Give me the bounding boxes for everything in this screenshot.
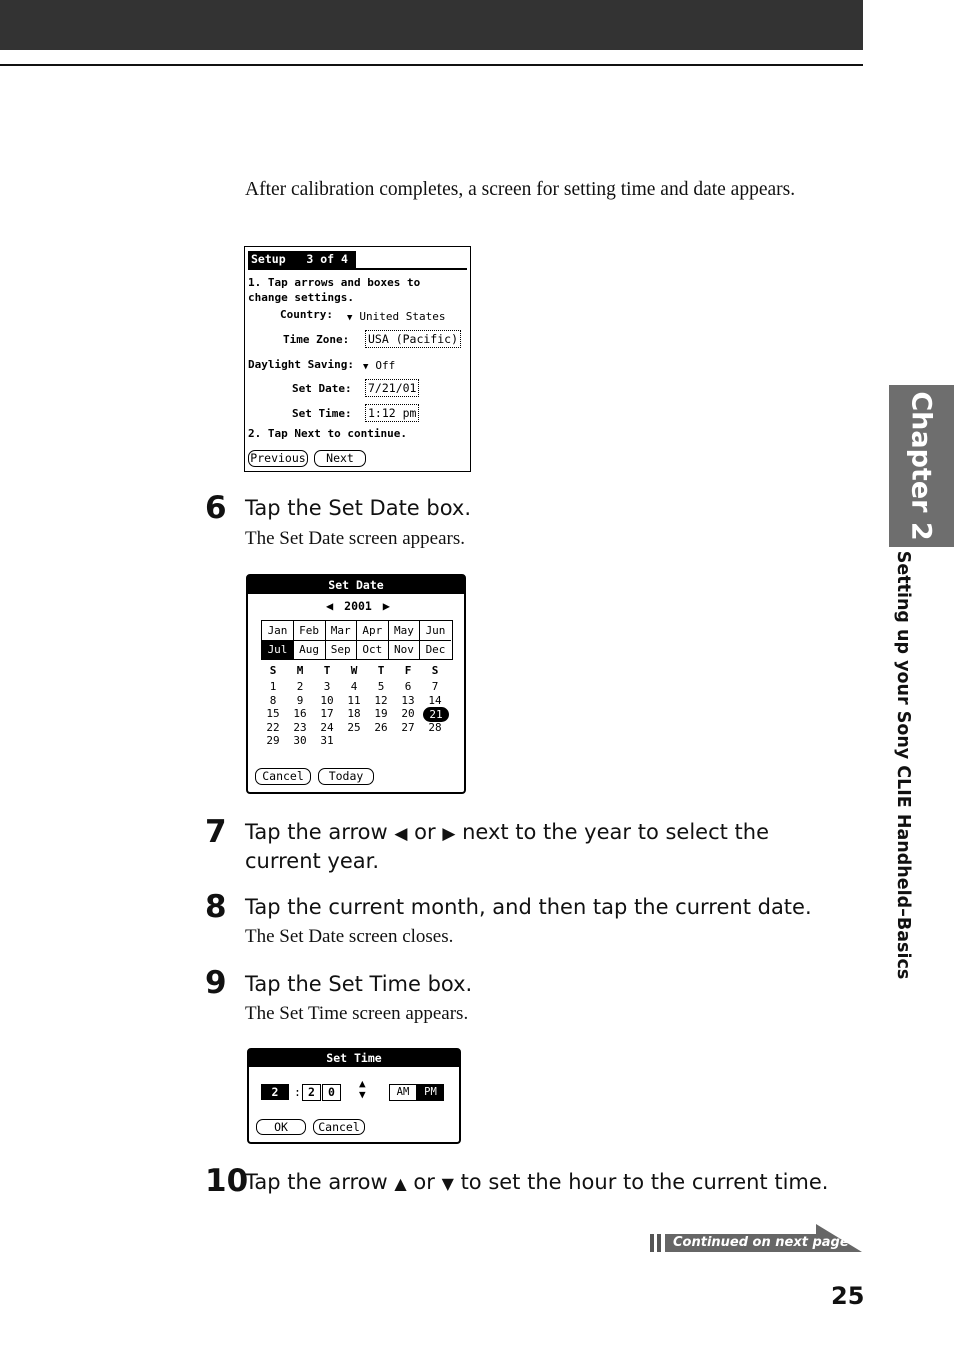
weekday-label: T <box>323 664 331 677</box>
step-text: Tap the current month, and then tap the current date. <box>245 895 812 919</box>
day-cell[interactable]: 27 <box>401 720 415 734</box>
day-cell[interactable]: 11 <box>347 693 361 707</box>
today-button[interactable]: Today <box>318 768 374 785</box>
year-selector <box>318 599 398 613</box>
day-cell[interactable]: 18 <box>347 707 361 721</box>
weekday-label: M <box>296 664 304 677</box>
cancel-button[interactable]: Cancel <box>255 768 311 785</box>
arrow-up-icon: ▲ <box>394 1174 407 1193</box>
dropdown-triangle-icon: ▼ <box>363 362 369 372</box>
dst-label: Daylight Saving: <box>248 358 354 371</box>
day-cell[interactable]: 21 <box>423 707 449 722</box>
month-cell[interactable]: Feb <box>294 621 326 641</box>
minute-ones-field[interactable]: 0 <box>322 1084 341 1101</box>
day-cell[interactable]: 7 <box>431 680 439 693</box>
settime-title: Set Time <box>249 1050 459 1067</box>
step-text-part: to set the hour to the current time. <box>460 1170 829 1194</box>
continued-label: Continued on next page <box>673 1235 849 1250</box>
month-cell[interactable]: Mar <box>325 621 357 641</box>
am-button[interactable]: AM <box>389 1084 417 1101</box>
previous-button[interactable]: Previous <box>248 450 308 467</box>
step-text-part: next to the year to select the <box>462 820 770 844</box>
header-rule <box>0 64 863 66</box>
pm-button[interactable]: PM <box>417 1084 444 1101</box>
year-value: 2001 <box>344 599 372 613</box>
arrow-left-icon[interactable]: ◀ <box>325 599 334 613</box>
settime-box[interactable]: 1:12 pm <box>365 404 419 422</box>
next-button[interactable]: Next <box>314 450 366 467</box>
day-cell[interactable]: 9 <box>296 693 304 707</box>
step-number: 9 <box>205 965 227 1001</box>
timezone-box[interactable]: USA (Pacific) <box>365 330 461 348</box>
day-grid <box>264 680 454 750</box>
step-number: 7 <box>205 814 227 850</box>
intro-paragraph: After calibration completes, a screen for setting time and date appears. <box>245 179 796 200</box>
weekday-label: W <box>350 664 358 677</box>
page-number: 25 <box>831 1282 865 1310</box>
setup-title: Setup 3 of 4 <box>248 251 356 268</box>
step-text-part: Tap the arrow <box>245 1170 388 1194</box>
step-subtext: The Set Time screen appears. <box>245 1003 469 1024</box>
month-cell[interactable]: Apr <box>357 621 389 641</box>
month-cell[interactable]: Dec <box>425 643 446 656</box>
month-cell[interactable]: Aug <box>294 640 326 659</box>
day-cell[interactable]: 29 <box>266 734 280 748</box>
weekday-label: F <box>404 664 412 677</box>
month-cell[interactable]: Nov <box>388 640 420 659</box>
step-text-part: or <box>414 820 436 844</box>
day-cell[interactable]: 26 <box>374 720 388 734</box>
dst-value: Off <box>375 359 396 372</box>
weekday-label: T <box>377 664 385 677</box>
day-cell[interactable]: 8 <box>269 693 277 707</box>
month-cell[interactable]: Sep <box>325 640 357 659</box>
country-picker[interactable] <box>347 309 445 323</box>
day-cell[interactable]: 15 <box>266 707 280 721</box>
dst-picker[interactable] <box>363 358 395 372</box>
day-cell[interactable]: 10 <box>320 693 334 707</box>
title-rule <box>248 268 467 270</box>
step-subtext: The Set Date screen appears. <box>245 528 465 549</box>
setup-screenshot <box>244 246 471 472</box>
cancel-button[interactable]: Cancel <box>313 1119 365 1135</box>
day-cell[interactable]: 14 <box>428 693 442 707</box>
setdate-screenshot <box>246 574 466 794</box>
arrow-left-icon: ◀ <box>394 824 408 844</box>
month-cell[interactable]: Jan <box>262 621 294 641</box>
day-cell[interactable]: 23 <box>293 720 307 734</box>
ok-button[interactable]: OK <box>256 1119 306 1135</box>
day-cell[interactable]: 4 <box>350 680 358 693</box>
day-cell[interactable]: 1 <box>269 680 277 693</box>
settime-screenshot <box>247 1048 461 1144</box>
weekday-label: S <box>269 664 277 677</box>
time-colon: : <box>294 1085 301 1099</box>
step-number: 6 <box>205 490 227 526</box>
arrow-down-icon[interactable]: ▼ <box>359 1088 366 1101</box>
step-text <box>245 1169 828 1197</box>
day-cell[interactable]: 6 <box>404 680 412 693</box>
day-cell[interactable]: 31 <box>320 734 334 748</box>
time-stepper[interactable] <box>359 1078 366 1100</box>
day-cell[interactable]: 24 <box>320 720 334 734</box>
step-text <box>245 819 835 875</box>
setdate-box[interactable]: 7/21/01 <box>365 379 419 397</box>
day-cell[interactable]: 16 <box>293 707 307 721</box>
arrow-up-icon[interactable]: ▲ <box>359 1077 366 1090</box>
setdate-title: Set Date <box>248 576 464 594</box>
weekday-label: S <box>431 664 439 677</box>
setup-instruction-1: 1. Tap arrows and boxes to change settings. <box>248 276 421 304</box>
day-cell[interactable]: 12 <box>374 693 388 707</box>
step-text-part: current year. <box>245 849 380 873</box>
day-cell[interactable]: 3 <box>323 680 331 693</box>
step-text-part: Tap the arrow <box>245 820 388 844</box>
day-cell[interactable]: 17 <box>320 707 334 721</box>
arrow-right-icon[interactable]: ▶ <box>382 599 391 613</box>
header-bar <box>0 0 863 50</box>
arrow-down-icon: ▼ <box>441 1174 454 1193</box>
country-value: United States <box>359 310 446 323</box>
minute-tens-field[interactable]: 2 <box>302 1084 321 1101</box>
month-cell[interactable]: Jun <box>420 621 451 641</box>
dropdown-triangle-icon: ▼ <box>347 313 353 323</box>
arrow-right-icon: ▶ <box>442 824 456 844</box>
step-number: 10 <box>205 1163 249 1199</box>
weekday-row <box>264 664 454 678</box>
section-title: Setting up your Sony CLIE Handheld–Basics <box>893 550 913 980</box>
country-label: Country: <box>280 308 333 321</box>
step-number: 8 <box>205 889 227 925</box>
month-cell[interactable]: May <box>388 621 420 641</box>
day-cell[interactable]: 25 <box>347 720 361 734</box>
day-cell[interactable]: 19 <box>374 707 388 721</box>
day-cell[interactable]: 2 <box>296 680 304 693</box>
setdate-label: Set Date: <box>292 382 352 395</box>
step-text-part: or <box>413 1170 435 1194</box>
day-cell[interactable]: 28 <box>428 720 442 734</box>
chapter-tab-label: Chapter 2 <box>905 391 937 541</box>
day-cell[interactable]: 13 <box>401 693 415 707</box>
hour-field[interactable]: 2 <box>261 1084 289 1100</box>
timezone-label: Time Zone: <box>283 333 350 346</box>
month-grid <box>261 620 453 660</box>
step-text: Tap the Set Date box. <box>245 496 472 520</box>
day-cell[interactable]: 22 <box>266 720 280 734</box>
day-cell[interactable]: 30 <box>293 734 307 748</box>
setup-instruction-2: 2. Tap Next to continue. <box>248 427 407 440</box>
settime-label: Set Time: <box>292 407 352 420</box>
month-cell[interactable]: Oct <box>357 640 389 659</box>
step-text: Tap the Set Time box. <box>245 972 473 996</box>
month-cell[interactable]: Jul <box>262 640 294 659</box>
day-cell[interactable]: 20 <box>401 707 415 721</box>
step-subtext: The Set Date screen closes. <box>245 926 454 947</box>
day-cell[interactable]: 5 <box>377 680 385 693</box>
